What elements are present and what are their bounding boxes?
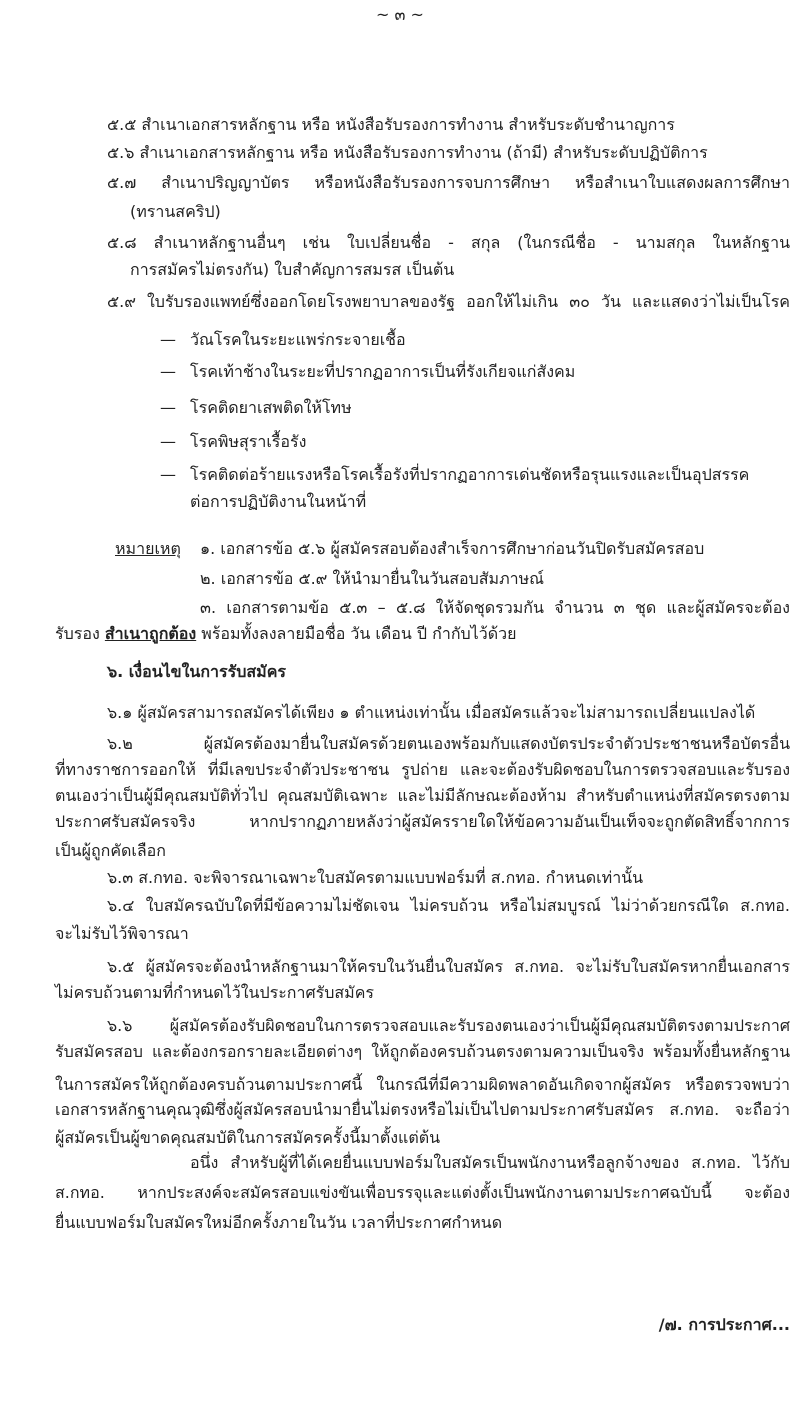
note-cont-pre: รับรอง [55,624,105,643]
disease-item: โรคเท้าช้างในระยะที่ปรากฏอาการเป็นที่รังเกียจแก่สังคม [190,362,576,381]
note-item-cont [55,622,516,646]
note-cont-post: พร้อมทั้งลงลายมือชื่อ วัน เดือน ปี กำกับไว้ด้วย [196,624,517,643]
para-line: ในการสมัครให้ถูกต้องครบถ้วนตามประกาศนี้ ในกรณีที่มีความผิดพลาดอันเกิดจากผู้สมัคร หรือตรวจพบว่า [55,1075,790,1094]
para-line: รับสมัครสอบ และต้องกรอกรายละเอียดต่างๆ ให้ถูกต้องครบถ้วนตรงตามความเป็นจริง พร้อมทั้งยื่นหลักฐาน [55,1042,790,1061]
para-line: ๖.๑ ผู้สมัครสามารถสมัครได้เพียง ๑ ตำแหน่งเท่านั้น เมื่อสมัครแล้วจะไม่สามารถเปลี่ยนแปลงได้ [107,703,756,722]
para-line: ๖.๓ ส.กทอ. จะพิจารณาเฉพาะใบสมัครตามแบบฟอร์มที่ ส.กทอ. กำหนดเท่านั้น [107,868,644,887]
para-line: ๖.๒ ผู้สมัครต้องมายื่นใบสมัครด้วยตนเองพร้อมกับแสดงบัตรประจำตัวประชาชนหรือบัตรอื่น [107,734,790,753]
notes-label: หมายเหตุ [115,539,181,558]
dash-icon: — [160,362,176,381]
note-item: ๓. เอกสารตามข้อ ๕.๓ – ๕.๘ ให้จัดชุดรวมกัน จำนวน ๓ ชุด และผู้สมัครจะต้อง [200,598,790,617]
page-number: ~ ๓ ~ [376,5,424,24]
item-5-8-cont: การสมัครไม่ตรงกัน) ใบสำคัญการสมรส เป็นต้น [130,260,455,279]
dash-icon: — [160,398,176,417]
para-line: ยื่นแบบฟอร์มใบสมัครใหม่อีกครั้งภายในวัน เวลาที่ประกาศกำหนด [55,1213,503,1232]
disease-item-cont: ต่อการปฏิบัติงานในหน้าที่ [190,492,367,511]
section-6-title: ๖. เงื่อนไขในการรับสมัคร [107,662,286,681]
para-line: จะไม่รับไว้พิจารณา [55,924,189,943]
disease-item: วัณโรคในระยะแพร่กระจายเชื้อ [190,330,406,349]
item-5-6: ๕.๖ สำเนาเอกสารหลักฐาน หรือ หนังสือรับรองการทำงาน (ถ้ามี) สำหรับระดับปฏิบัติการ [107,143,708,162]
para-line: ตนเองว่าเป็นผู้มีคุณสมบัติทั่วไป คุณสมบัติเฉพาะ และไม่มีลักษณะต้องห้าม สำหรับตำแหน่งที่สมัครตรงตาม [55,786,790,805]
item-5-9: ๕.๙ ใบรับรองแพทย์ซึ่งออกโดยโรงพยาบาลของรัฐ ออกให้ไม่เกิน ๓๐ วัน และแสดงว่าไม่เป็นโรค [107,292,790,311]
continuation-marker: /๗. การประกาศ... [658,1315,790,1334]
para-line: ส.กทอ. หากประสงค์จะสมัครสอบแข่งขันเพื่อบรรจุและแต่งตั้งเป็นพนักงานตามประกาศฉบับนี้ จะต้อง [55,1183,790,1202]
para-line: ผู้สมัครเป็นผู้ขาดคุณสมบัติในการสมัครครั้งนี้มาตั้งแต่ต้น [55,1128,441,1147]
disease-item: โรคพิษสุราเรื้อรัง [190,432,307,451]
para-line: ๖.๔ ใบสมัครฉบับใดที่มีข้อความไม่ชัดเจน ไม่ครบถ้วน หรือไม่สมบูรณ์ ไม่ว่าด้วยกรณีใด ส.กทอ. [107,896,790,915]
note-item: ๒. เอกสารข้อ ๕.๙ ให้นำมายื่นในวันสอบสัมภาษณ์ [200,569,545,588]
para-line: เอกสารหลักฐานคุณวุฒิซึ่งผู้สมัครสอบนำมายื่นไม่ตรงหรือไม่เป็นไปตามประกาศรับสมัคร ส.กทอ. จะถือว่า [55,1100,790,1119]
disease-item: โรคติดยาเสพติดให้โทษ [190,398,352,417]
para-line: ไม่ครบถ้วนตามที่กำหนดไว้ในประกาศรับสมัคร [55,983,374,1002]
para-line: อนึ่ง สำหรับผู้ที่ได้เคยยื่นแบบฟอร์มใบสมัครเป็นพนักงานหรือลูกจ้างของ ส.กทอ. ไว้กับ [190,1153,790,1172]
para-line: ๖.๖ ผู้สมัครต้องรับผิดชอบในการตรวจสอบและรับรองตนเองว่าเป็นผู้มีคุณสมบัติตรงตามประกาศ [107,1016,790,1035]
para-line: ที่ทางราชการออกให้ ที่มีเลขประจำตัวประชาชน รูปถ่าย และจะต้องรับผิดชอบในการตรวจสอบและรับรอง [55,760,790,779]
note-cont-underlined: สำเนาถูกต้อง [104,624,197,643]
disease-item: โรคติดต่อร้ายแรงหรือโรคเรื้อรังที่ปรากฏอาการเด่นชัดหรือรุนแรงและเป็นอุปสรรค [190,465,750,484]
note-item: ๑. เอกสารข้อ ๕.๖ ผู้สมัครสอบต้องสำเร็จการศึกษาก่อนวันปิดรับสมัครสอบ [200,539,705,558]
item-5-5: ๕.๕ สำเนาเอกสารหลักฐาน หรือ หนังสือรับรองการทำงาน สำหรับระดับชำนาญการ [107,115,675,134]
item-5-8: ๕.๘ สำเนาหลักฐานอื่นๆ เช่น ใบเปลี่ยนชื่อ - สกุล (ในกรณีชื่อ - นามสกุล ในหลักฐาน [107,233,790,252]
para-line: ประกาศรับสมัครจริง หากปรากฏภายหลังว่าผู้สมัครรายใดให้ข้อความอันเป็นเท็จจะถูกตัดสิทธิ์จากการ [55,812,790,831]
item-5-7: ๕.๗ สำเนาปริญญาบัตร หรือหนังสือรับรองการจบการศึกษา หรือสำเนาใบแสดงผลการศึกษา [107,173,790,192]
dash-icon: — [160,330,176,349]
para-line: เป็นผู้ถูกคัดเลือก [55,841,166,860]
dash-icon: — [160,465,176,484]
item-5-7-cont: (ทรานสคริป) [130,202,221,221]
dash-icon: — [160,432,176,451]
para-line: ๖.๕ ผู้สมัครจะต้องนำหลักฐานมาให้ครบในวันยื่นใบสมัคร ส.กทอ. จะไม่รับใบสมัครหากยื่นเอกสาร [107,957,790,976]
